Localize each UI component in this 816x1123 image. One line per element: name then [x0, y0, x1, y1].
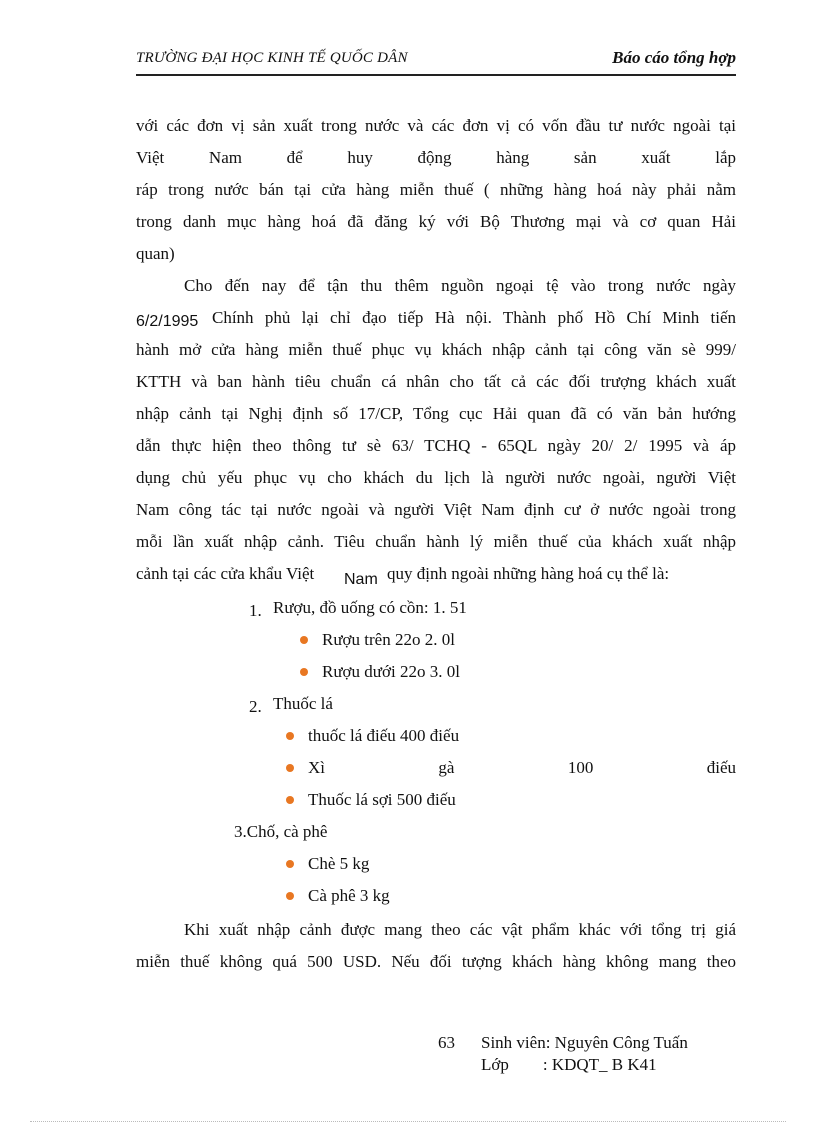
word-de: để: [286, 148, 303, 167]
list-subitem-text: Thuốc lá sợi 500 điếu: [308, 790, 456, 809]
word-nam: Nam: [208, 148, 242, 167]
allowance-list: [136, 592, 736, 912]
word-san: sản: [573, 148, 597, 167]
word-viet: Việt: [136, 148, 165, 167]
bullet-icon: [286, 764, 294, 772]
word-dong: động: [417, 148, 452, 167]
word-xi: Xì: [308, 758, 325, 777]
list-item-2: [136, 688, 736, 720]
bullet-icon: [286, 732, 294, 740]
list-text-2: Thuốc lá: [273, 694, 333, 713]
p2-line4: KTTH và ban hành tiêu chuẩn cá nhân cho tất cả các đối trượng khách xuất: [136, 372, 736, 391]
list-item-1: [136, 592, 736, 624]
bullet-icon: [286, 796, 294, 804]
p2-line10-a: cảnh tại các cửa khẩu Việt: [136, 564, 315, 583]
list-subitem: [136, 720, 736, 752]
closing-paragraph: [136, 914, 736, 978]
p2-line2: [136, 302, 736, 334]
list-subitem-text: thuốc lá điếu 400 điếu: [308, 726, 460, 745]
p2-line9: mỗi lần xuất nhập cảnh. Tiêu chuẩn hành lý miễn thuế của khách xuất nhập: [136, 532, 736, 551]
page-header: [136, 48, 736, 76]
word-hang: hàng: [496, 148, 530, 167]
bullet-icon: [300, 636, 308, 644]
p2-line5: nhập cảnh tại Nghị định số 17/CP, Tổng cục Hải quan đã có văn bản hướng: [136, 404, 736, 423]
bullet-icon: [286, 892, 294, 900]
list-subitem-text-spaced: [308, 752, 736, 784]
p2-line6: dẫn thực hiện theo thông tư sè 63/ TCHQ - 65QL ngày 20/ 2/ 1995 và áp: [136, 436, 736, 455]
list-subitem-text: Rượu dưới 22o 3. 0l: [322, 662, 460, 681]
p3-line2: miễn thuế không quá 500 USD. Nếu đối tượng khách hàng không mang theo: [136, 952, 736, 971]
bullet-icon: [286, 860, 294, 868]
body-text: [136, 110, 736, 590]
word-huy: huy: [347, 148, 373, 167]
list-text-1: Rượu, đồ uống có cồn: 1. 51: [273, 598, 467, 617]
p1-line3: ráp trong nước bán tại cửa hàng miễn thuế ( những hàng hoá này phải nằm: [136, 180, 736, 199]
p2-date: 6/2/1995: [136, 313, 199, 330]
p2-line1: Cho đến nay để tận thu thêm nguồn ngoại tệ vào trong nước ngày: [184, 276, 736, 295]
page-bottom-border: [30, 1121, 786, 1122]
list-number-2: 2.: [249, 697, 262, 716]
class-name: Lớp : KDQT_ B K41: [481, 1055, 657, 1074]
list-item-3: [136, 816, 736, 848]
word-ga: gà: [438, 758, 455, 777]
university-name: TRƯỜNG ĐẠI HỌC KINH TẾ QUỐC DÂN: [136, 50, 408, 66]
p1-line2: [136, 142, 736, 174]
p2-line2-rest: Chính phủ lại chỉ đạo tiếp Hà nội. Thành phố Hồ Chí Minh tiến: [212, 308, 736, 327]
list-subitem: [136, 624, 736, 656]
p1-line2-text: [136, 142, 736, 174]
student-name: Sinh viên: Nguyên Công Tuấn: [481, 1033, 688, 1052]
p2-line3: hành mở cửa hàng miễn thuế phục vụ khách nhập cảnh tại công văn sè 999/: [136, 340, 736, 359]
word-dieu: điếu: [706, 758, 736, 777]
list-subitem: [136, 880, 736, 912]
list-text-3: 3.Chố, cà phê: [234, 822, 328, 841]
p1-line5: quan): [136, 244, 175, 263]
list-subitem: [136, 752, 736, 784]
p2-line8: Nam công tác tại nước ngoài và người Việt Nam định cư ở nước ngoài trong: [136, 500, 736, 519]
p2-line10-b: Nam: [344, 571, 378, 588]
report-title: Báo cáo tổng hợp: [612, 48, 736, 67]
word-xuat: xuất: [641, 148, 671, 167]
word-100: 100: [567, 758, 594, 777]
page-number: 63: [438, 1033, 455, 1052]
p2-line10: [136, 558, 736, 590]
list-subitem-text: Rượu trên 22o 2. 0l: [322, 630, 455, 649]
list-subitem: [136, 656, 736, 688]
list-subitem: [136, 784, 736, 816]
bullet-icon: [300, 668, 308, 676]
list-subitem-text: Cà phê 3 kg: [308, 886, 390, 905]
list-number-1: 1.: [249, 601, 262, 620]
list-subitem-text: Chè 5 kg: [308, 854, 370, 873]
p3-line1: Khi xuất nhập cảnh được mang theo các vật phẩm khác với tổng trị giá: [184, 920, 736, 939]
word-lap: lắp: [715, 148, 736, 167]
p2-line7: dụng chủ yếu phục vụ cho khách du lịch là người nước ngoài, người Việt: [136, 468, 736, 487]
p2-line10-c: quy định ngoài những hàng hoá cụ thể là:: [387, 564, 670, 583]
p1-line1: với các đơn vị sản xuất trong nước và các đơn vị có vốn đầu tư nước ngoài tại: [136, 116, 736, 135]
list-subitem: [136, 848, 736, 880]
p1-line4: trong danh mục hàng hoá đã đăng ký với Bộ Thương mại và cơ quan Hải: [136, 212, 736, 231]
